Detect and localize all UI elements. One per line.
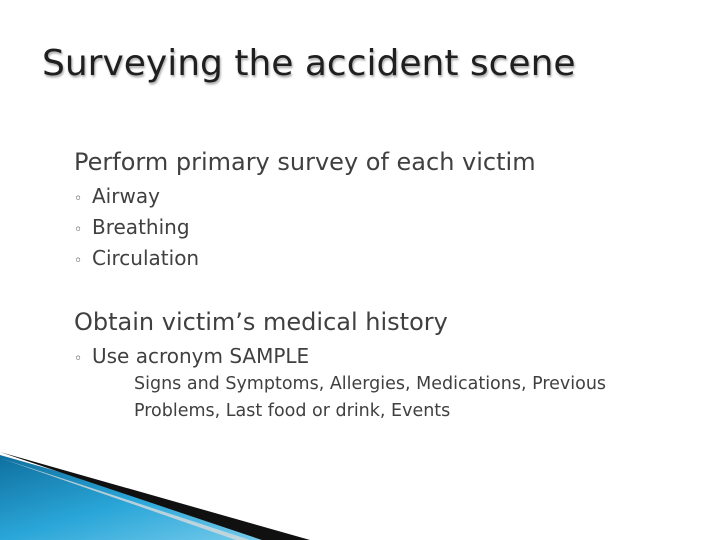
sub-bullet-item <box>74 340 309 372</box>
bullet-item <box>36 147 696 177</box>
sub-bullet-item <box>74 180 160 212</box>
sub-bullet-text: Circulation <box>92 246 200 270</box>
sub-sub-bullet-item <box>114 371 654 425</box>
sub-bullet-text: Use acronym SAMPLE <box>92 344 310 368</box>
bullet-text: Perform primary survey of each victim <box>74 148 536 176</box>
bullet-item <box>36 307 696 337</box>
sub-bullet-text: Airway <box>92 184 160 208</box>
slide-title: Surveying the accident scene <box>42 43 576 84</box>
sub-bullet-text: Breathing <box>92 215 190 239</box>
sub-bullet-item <box>74 211 190 243</box>
circle-bullet-icon: ◦ <box>74 191 83 207</box>
bullet-text: Obtain victim’s medical history <box>74 308 448 336</box>
sub-sub-bullet-text: Signs and Symptoms, Allergies, Medications, Previous Problems, Last food or drink, Events <box>134 374 607 421</box>
circle-bullet-icon: ◦ <box>74 351 83 367</box>
sub-bullet-item <box>74 242 199 274</box>
circle-bullet-icon: ◦ <box>74 222 83 238</box>
circle-bullet-icon: ◦ <box>74 253 83 269</box>
